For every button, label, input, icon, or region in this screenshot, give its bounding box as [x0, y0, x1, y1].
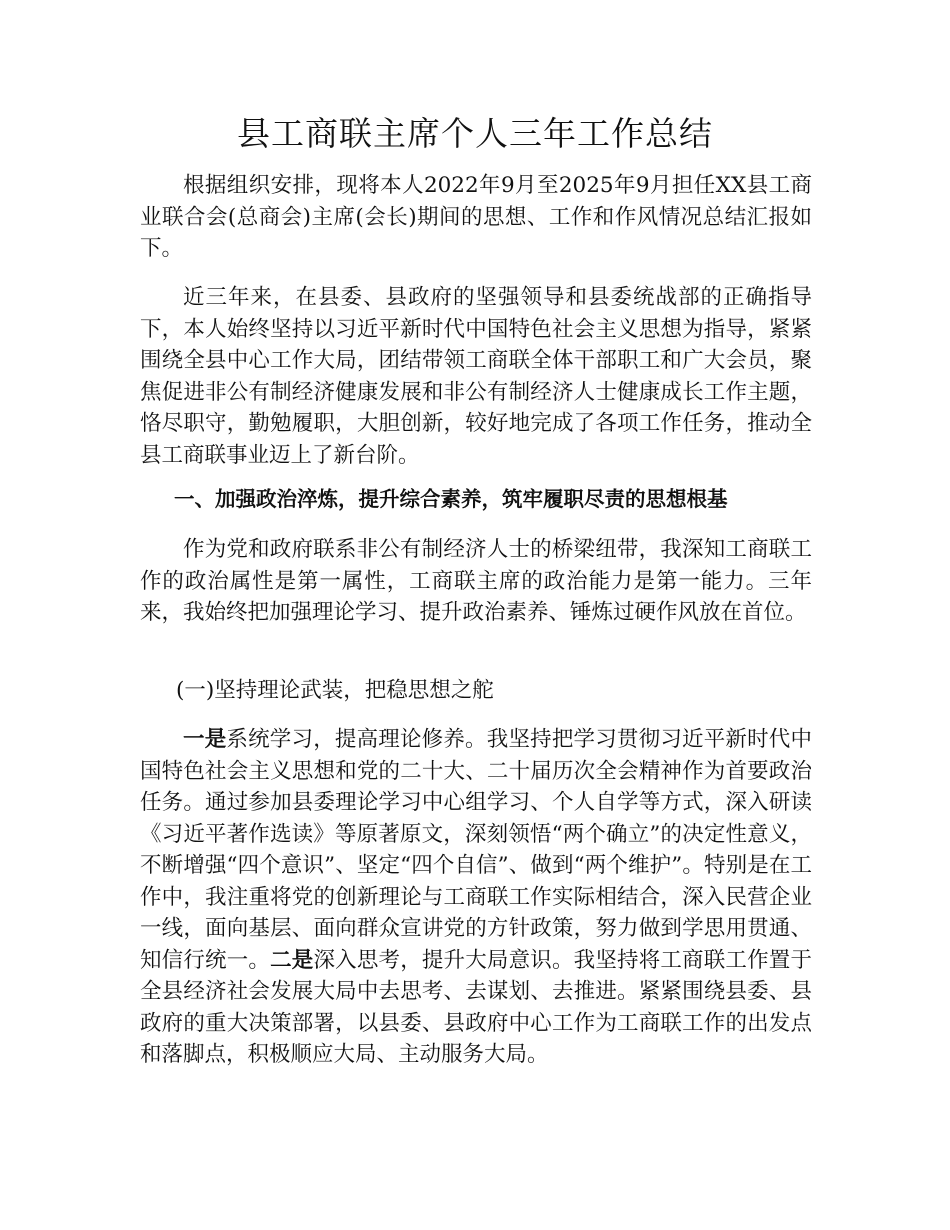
intro-paragraph: 根据组织安排，现将本人2022年9月至2025年9月担任XX县工商业联合会(总商会)主席(会长)期间的思想、工作和作风情况总结汇报如下。 [140, 173, 812, 261]
point-1-text: 系统学习，提高理论修养。我坚持把学习贯彻习近平新时代中国特色社会主义思想和党的二十大、二十届历次全会精神作为首要政治任务。通过参加县委理论学习中心组学习、个人自学等方式，深入研读《习近平著作选读》等原著原文，深刻领悟“两个确立”的决定性意义，不断增强“四个意识”、坚定“四个自信”、做到“两个维护”。特别是在工作中，我注重将党的创新理论与工商联工作实际相结合，深入民营企业一线，面向基层、面向群众宣讲党的方针政策，努力做到学思用贯通、知信行统一。 [140, 727, 812, 973]
point-1-lead: 一是 [183, 727, 227, 752]
document-title: 县工商联主席个人三年工作总结 [237, 114, 713, 153]
point-2-text: 深入思考，提升大局意识。我坚持将工商联工作置于全县经济社会发展大局中去思考、去谋划、去推进。紧紧围绕县委、县政府的重大决策部署，以县委、县政府中心工作为工商联工作的出发点和落脚点，积极顺应大局、主动服务大局。 [140, 947, 812, 1067]
point-2-lead: 二是 [270, 947, 314, 973]
subsection-1-heading: (一)坚持理论武装，把稳思想之舵 [176, 678, 494, 703]
overview-paragraph: 近三年来，在县委、县政府的坚强领导和县委统战部的正确指导下，本人始终坚持以习近平新时代中国特色社会主义思想为指导，紧紧围绕全县中心工作大局，团结带领工商联全体干部职工和广大会员，聚焦促进非公有制经济健康发展和非公有制经济人士健康成长工作主题，恪尽职守，勤勉履职，大胆创新，较好地完成了各项工作任务，推动全县工商联事业迈上了新台阶。 [140, 285, 812, 468]
section-1-heading: 一、加强政治淬炼，提升综合素养，筑牢履职尽责的思想根基 [174, 487, 728, 511]
subsection-1-paragraph [140, 724, 812, 1071]
section-1-paragraph: 作为党和政府联系非公有制经济人士的桥梁纽带，我深知工商联工作的政治属性是第一属性，工商联主席的政治能力是第一能力。三年来，我始终把加强理论学习、提升政治素养、锤炼过硬作风放在首位。 [140, 537, 812, 625]
